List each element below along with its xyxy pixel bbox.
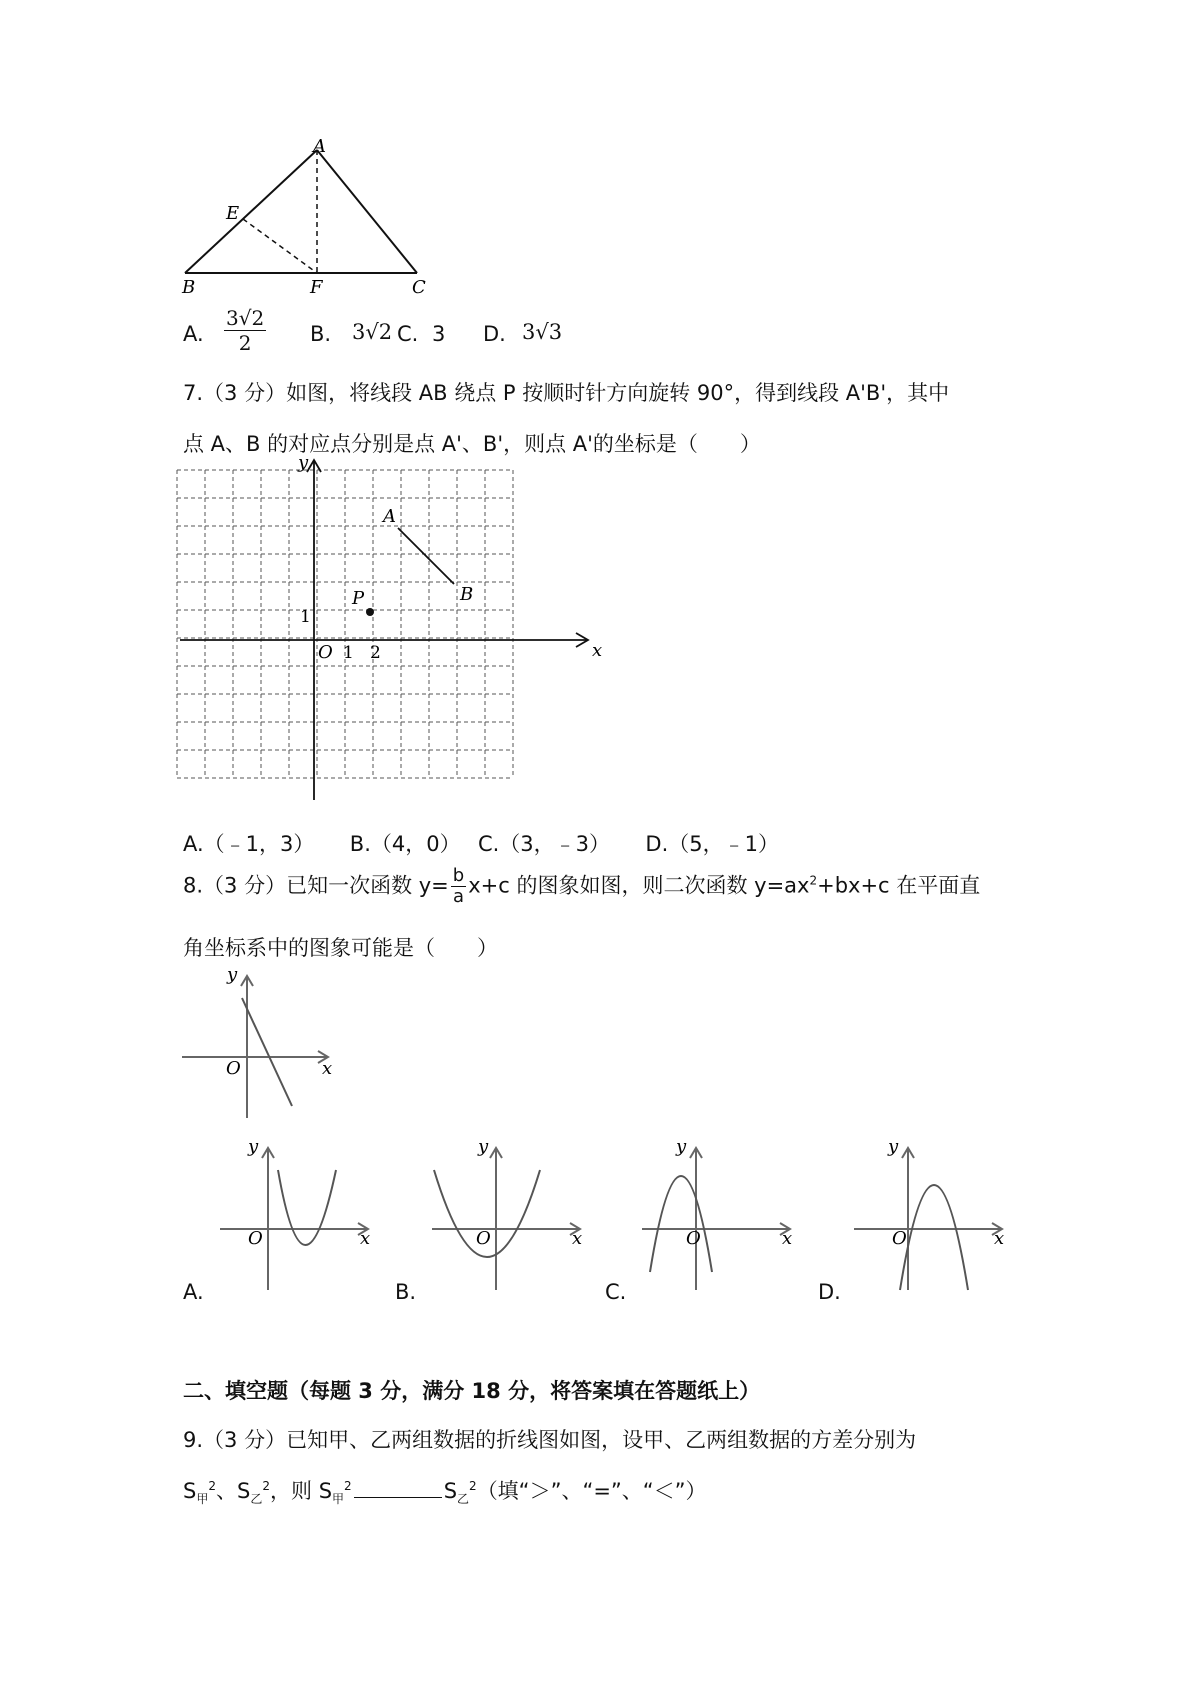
- q9-answer-blank[interactable]: [354, 1481, 442, 1498]
- grid-label-x1: 1: [343, 643, 354, 663]
- lin-label-o: O: [226, 1058, 241, 1079]
- pc-label-x: x: [782, 1228, 793, 1249]
- q9-then: ，则: [270, 1479, 319, 1503]
- grid-label-p: P: [352, 588, 365, 609]
- q8-option-a: A.: [183, 1280, 204, 1304]
- q8-option-d: D.: [818, 1280, 841, 1304]
- grid-label-y: y: [298, 452, 309, 473]
- q9-sup-4: 2: [469, 1479, 477, 1493]
- q6-option-d-value: 3√3: [522, 320, 563, 344]
- tri-label-f: F: [310, 277, 323, 298]
- q9-sub-jia-2: 甲: [332, 1492, 345, 1507]
- q8-mid: x+c 的图象如图，则二次函数 y=ax: [468, 873, 810, 898]
- q9-sup-1: 2: [208, 1479, 216, 1493]
- q9-fill-hint: （填“＞”、“=”、“＜”）: [476, 1479, 707, 1503]
- q8-text-line1: [183, 866, 980, 907]
- grid-label-b: B: [460, 584, 474, 605]
- pd-label-x: x: [994, 1228, 1005, 1249]
- q8-prefix: 8.（3 分）已知一次函数 y=: [183, 873, 449, 898]
- q9-s-yi-1: S: [237, 1479, 251, 1503]
- q7-option-b: B.（4，0）: [349, 832, 461, 856]
- tri-label-a: A: [313, 136, 326, 157]
- q9-sup-3: 2: [344, 1479, 352, 1493]
- pb-label-y: y: [478, 1136, 489, 1157]
- section2-title: 二、填空题（每题 3 分，满分 18 分，将答案填在答题纸上）: [183, 1379, 761, 1403]
- pb-label-o: O: [476, 1228, 491, 1249]
- q6-option-c-letter: C.: [397, 322, 419, 346]
- q7-option-d: D.（5，﹣1）: [645, 832, 779, 856]
- q7-text-line2: 点 A、B 的对应点分别是点 A'、B'，则点 A'的坐标是（ ）: [183, 432, 761, 456]
- lin-label-y: y: [227, 964, 238, 985]
- triangle-figure: [180, 136, 426, 298]
- grid-label-a: A: [383, 506, 396, 527]
- grid-label-y1: 1: [300, 607, 311, 627]
- q6-option-b-letter: B.: [310, 322, 332, 346]
- q6-option-d-letter: D.: [483, 322, 506, 346]
- parabola-option-d: [852, 1136, 1012, 1290]
- tri-label-e: E: [226, 203, 240, 224]
- q8-fraction: [451, 866, 466, 907]
- q9-sub-yi-1: 乙: [250, 1492, 263, 1507]
- q9-sub-yi-2: 乙: [457, 1492, 470, 1507]
- q9-text-line2: [183, 1475, 707, 1507]
- q9-sep: 、: [216, 1479, 237, 1503]
- q8-text-line2: 角坐标系中的图象可能是（ ）: [183, 936, 498, 960]
- q9-sub-jia-1: 甲: [196, 1492, 209, 1507]
- q7-text-line1: 7.（3 分）如图，将线段 AB 绕点 P 按顺时针方向旋转 90°，得到线段 A'B'，其中: [183, 381, 950, 405]
- q7-options: [183, 828, 779, 858]
- grid-label-x: x: [592, 640, 603, 661]
- q8-option-b: B.: [395, 1280, 417, 1304]
- q9-s-jia-2: S: [318, 1479, 333, 1503]
- q9-sup-2: 2: [262, 1479, 270, 1493]
- q8-frac-num: b: [452, 865, 465, 886]
- q6-option-b-value: 3√2: [352, 320, 393, 344]
- parabola-option-a: [218, 1136, 378, 1290]
- pc-label-o: O: [686, 1228, 701, 1249]
- q7-option-a: A.（﹣1，3）: [183, 832, 315, 856]
- coordinate-grid-figure: [180, 452, 603, 810]
- q8-option-c: C.: [605, 1280, 627, 1304]
- point-p: [366, 608, 374, 616]
- q6-a-numerator: 3√2: [226, 306, 265, 330]
- pd-label-o: O: [892, 1228, 907, 1249]
- q8-sup: 2: [809, 873, 818, 888]
- grid-label-x2: 2: [370, 643, 381, 663]
- tri-label-b: B: [182, 277, 196, 298]
- linear-function-figure: [180, 964, 340, 1118]
- pa-label-y: y: [248, 1136, 259, 1157]
- pc-label-y: y: [676, 1136, 687, 1157]
- q6-option-a-letter: A.: [183, 322, 204, 346]
- q7-option-c: C.（3，﹣3）: [477, 832, 611, 856]
- q9-s-jia-1: S: [183, 1479, 197, 1503]
- q6-option-c-value: 3: [432, 322, 446, 346]
- tri-label-c: C: [412, 277, 426, 298]
- q8-suffix: +bx+c 在平面直: [817, 873, 981, 898]
- lin-label-x: x: [322, 1058, 333, 1079]
- grid-label-o: O: [318, 642, 333, 663]
- q6-a-denominator: 2: [238, 331, 252, 355]
- q9-s-yi-2: S: [443, 1479, 458, 1503]
- q6-option-a-value: [222, 306, 268, 355]
- parabola-option-b: [430, 1136, 590, 1290]
- pd-label-y: y: [888, 1136, 899, 1157]
- segment-ab: [398, 528, 454, 584]
- parabola-option-c: [640, 1136, 800, 1290]
- q9-text-line1: 9.（3 分）已知甲、乙两组数据的折线图如图，设甲、乙两组数据的方差分别为: [183, 1428, 917, 1452]
- pa-label-x: x: [360, 1228, 371, 1249]
- pb-label-x: x: [572, 1228, 583, 1249]
- q8-frac-den: a: [452, 886, 465, 907]
- pa-label-o: O: [248, 1228, 263, 1249]
